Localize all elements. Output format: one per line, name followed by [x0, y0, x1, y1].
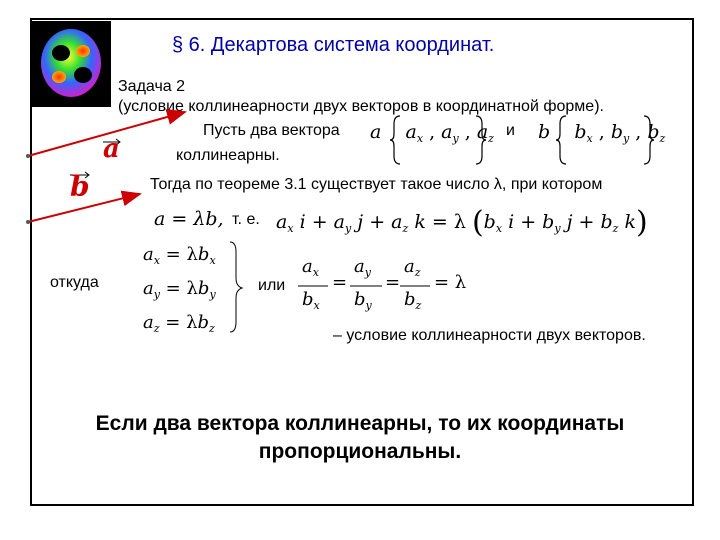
conclusion-line-2: пропорциональны.	[258, 440, 462, 463]
formula-a-eq-lambda-b: a = λb,	[154, 208, 224, 230]
task-condition: (условие коллинеарности двух векторов в координатной форме).	[118, 98, 604, 115]
fraction-z-den: $b_z$	[404, 289, 422, 312]
vector-a-origin	[26, 154, 30, 158]
fraction-x-num: $a_x$	[302, 256, 319, 279]
task-number: Задача 2	[118, 78, 186, 95]
system-row-z: $a_z = \lambda b_z$	[143, 312, 215, 335]
theorem-text: Тогда по теореме 3.1 существует такое число λ, при котором	[150, 176, 603, 193]
let-two-vectors-text: Пусть два вектора	[203, 122, 340, 139]
vector-b-origin	[26, 220, 30, 224]
fraction-y-num: $a_y$	[354, 256, 371, 279]
vector-a-label: a	[103, 134, 120, 164]
formula-expanded: $a_x$ $i + a_y$ $j + a_z$ k = λ ($b_x$ $i + b_y$ $j + b_z$ k)	[276, 205, 648, 240]
collinearity-condition-text: – условие коллинеарности двух векторов.	[333, 327, 646, 344]
or-text: или	[258, 277, 286, 294]
fraction-y-den: $b_y$	[354, 289, 372, 312]
fraction-z-num: $a_z$	[404, 256, 421, 279]
formula-a-coords: a $a_x$ , $a_y$ , $a_z$	[370, 121, 494, 145]
formula-b-coords: b $b_x$ , $b_y$ , $b_z$	[538, 121, 666, 145]
are-collinear-text: коллинеарны.	[176, 147, 280, 164]
system-row-y: $a_y = \lambda b_y$	[143, 278, 216, 301]
equals-sign-1: =	[332, 272, 348, 293]
conclusion-text	[0, 410, 720, 466]
fraction-x-den: $b_x$	[302, 289, 320, 312]
vector-b-label: b	[70, 170, 90, 203]
conclusion-line-1: Если два вектора коллинеарны, то их координаты	[95, 412, 625, 435]
system-row-x: $a_x = \lambda b_x$	[143, 244, 216, 267]
and-text: и	[506, 122, 515, 139]
ie-text: т. е.	[232, 211, 260, 228]
whence-text: откуда	[50, 274, 99, 291]
slide-title: § 6. Декартова система координат.	[172, 34, 495, 56]
equals-sign-2: =	[385, 272, 401, 293]
equals-lambda: = λ	[434, 272, 467, 293]
